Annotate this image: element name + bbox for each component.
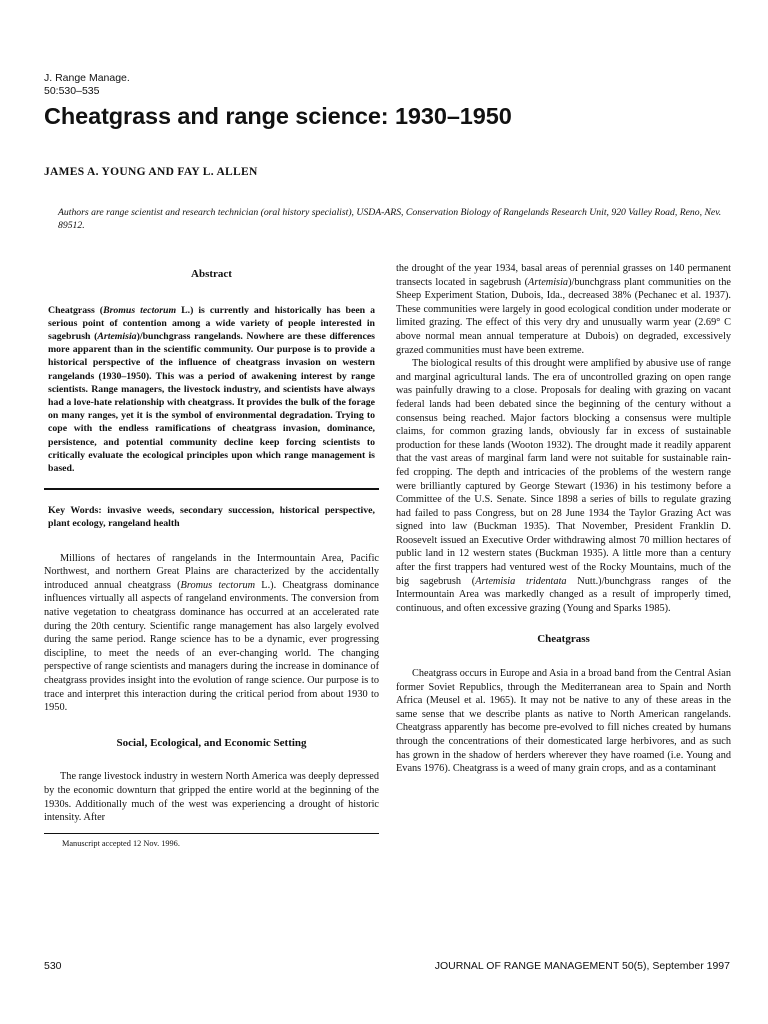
journal-name: J. Range Manage.	[44, 72, 130, 84]
paper-title: Cheatgrass and range science: 1930–1950	[44, 103, 512, 129]
author-affiliation: Authors are range scientist and research technician (oral history specialist), USDA-ARS, Conservation Biology of Rangelands Research Unit, 920 Valley Road, Reno, Nev. 89512.	[58, 207, 722, 231]
species-name: Bromus tectorum	[103, 304, 177, 316]
section-heading-cheatgrass: Cheatgrass	[537, 633, 590, 646]
abstract-divider	[44, 488, 379, 490]
intro-paragraph	[44, 552, 379, 715]
abstract-heading: Abstract	[191, 268, 232, 280]
genus-name: Artemisia	[528, 276, 569, 288]
species-name: Artemisia tridentata	[475, 575, 567, 587]
left-column	[44, 262, 379, 849]
right-column	[396, 262, 731, 776]
journal-volume-pages: 50:530–535	[44, 85, 100, 97]
setting-paragraph: The range livestock industry in western North America was deeply depressed by the economic downturn that gripped the entire world at the beginning of the 1930s. Additionally much of the west was experiencing a drought of historic intensity. After	[44, 771, 379, 824]
paragraph-text-part: The biological results of this drought were amplified by abusive use of range and marginal agricultural lands. The era of uncontrolled grazing on open range was painfully drawing to a close. Proposals for dealing with grazing on vacant federal lands had been debated since the beginning of the century without a consensus being reached. Major factors blocking a consensus were multiple claims, for common grazing lands, obviously far in excess of sustainable production for these lands (Wooton 1932). The drought made it readily apparent that the vast areas of marginal farm land were not suitable for sustainable rain-fed cropping. The depth and intricacies of the problems of the western range were brilliantly captured by George Stewart (1936) in his testimony before a Committee of the U.S. Senate. Since 1898 a series of bills to regulate grazing had failed to pass Congress, but on 28 June 1934 the Taylor Grazing Act was signed into law (Buckman 1935). That November, President Franklin D. Roosevelt issued an Executive Order withdrawing almost 70 million hectares of public land in 12 western states (Buckman 1935). A little more than a century after the first trappers had ventured west of the Rocky Mountains, much of the big sagebrush (	[396, 358, 731, 587]
abstract-text	[44, 304, 379, 476]
intro-text-part: L.). Cheatgrass dominance influences virtually all aspects of rangeland environments. The conversion from native vegetation to cheatgrass dominance has occurred at an accelerated rate during the 20th century. Scientific range management has also largely evolved during the same period. Range science has to be a dynamic, ever progressing discipline, to meet the needs of an ever-changing world. The changing perspective of range scientists and managers during the increase in dominance of cheatgrass provides insight into the evolution of range science. Our purpose is to trace and interpret this interaction during the critical period from about 1930 to 1950.	[44, 579, 379, 714]
cheatgrass-paragraph: Cheatgrass occurs in Europe and Asia in a broad band from the Central Asian former Soviet Republics, through the Mediterranean area to Spain and North Africa (Meusel et al. 1965). It may not be native to any of these areas in the same sense that we describe plants as native to North American rangelands. Cheatgrass apparently has become pre-evolved to fill niches created by humans through the concentrations of their domesticated large herbivores, and as such has grown in the shadow of herders wherever they have roamed (i.e. Young and Evans 1976). Cheatgrass is a weed of many grain crops, and as a contaminant	[396, 668, 731, 775]
journal-reference	[44, 72, 130, 98]
intro-text-part: Millions of hectares of rangelands in the Intermountain Area, Pacific Northwest, and northern Great Plains are characterized by the accidentally introduced annual cheatgrass (	[44, 552, 379, 591]
grazing-paragraph	[396, 357, 731, 615]
paragraph-text-part: )/bunchgrass plant communities on the Sheep Experiment Station, Dubois, Ida., decreased 38% (Pechanec et al. 1937). These communities were largely in good ecological condition under moderate or limited grazing. The effect of this very dry and unusually warm year (2.69° C above normal mean annual temperature at Dubois) on degraded, excessively grazed communities must have been extreme.	[396, 276, 732, 356]
footer-journal-citation: JOURNAL OF RANGE MANAGEMENT 50(5), September 1997	[434, 960, 730, 972]
abstract-text-part: Cheatgrass (	[48, 304, 104, 316]
manuscript-footnote: Manuscript accepted 12 Nov. 1996.	[62, 838, 180, 848]
paragraph-text-part: Nutt.)/bunchgrass ranges of the Intermountain Area was markedly changed as a result of improperly timed, continuous, and often excessive grazing (Young and Sparks 1985).	[396, 575, 731, 614]
drought-paragraph	[396, 262, 731, 357]
footnote-divider	[44, 833, 379, 834]
abstract-text-part: )/bunchgrass rangelands. Nowhere are these differences more apparent than in the scientific community. Our purpose is to provide a historical perspective of the influence of cheatgrass invasion on western rangelands (1930–1950). This was a period of awakening interest by range scientists. Range managers, the livestock industry, and scientists have always had a love-hate relationship with cheatgrass. It provides the bulk of the forage on many ranges, yet it is the symbol of environmental degradation. Trying to cope with the endless ramifications of cheatgrass invasion, dominance, persistence, and potential community decline keep forcing scientists to critically evaluate the ecological principles upon which range management is based.	[48, 331, 375, 475]
paragraph-text-part: the drought of the year 1934, basal areas of perennial grasses on 140 permanent transects located in sagebrush (	[396, 263, 731, 288]
section-heading-setting: Social, Ecological, and Economic Setting	[116, 736, 307, 749]
key-words: Key Words: invasive weeds, secondary succession, historical perspective, plant ecology, rangeland health	[48, 505, 375, 530]
genus-name: Artemisia	[97, 331, 137, 342]
author-names: JAMES A. YOUNG AND FAY L. ALLEN	[44, 166, 258, 178]
page-number: 530	[44, 960, 62, 972]
species-name: Bromus tectorum	[180, 579, 256, 591]
abstract-text-part: L.) is currently and historically has been a serious point of contention among a wide variety of people interested in sagebrush (	[48, 304, 376, 342]
